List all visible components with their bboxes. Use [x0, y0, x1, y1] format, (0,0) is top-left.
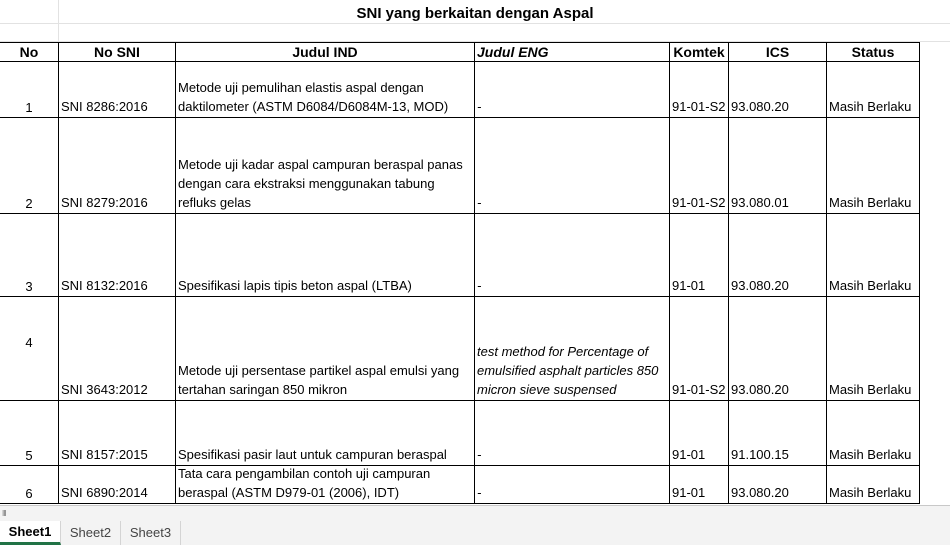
cell-ics[interactable] — [728, 214, 826, 297]
cell-status[interactable] — [826, 214, 920, 297]
cell-status-text: Masih Berlaku — [829, 485, 912, 500]
cell-ics-text: 91.100.15 — [731, 447, 789, 462]
cell-judul-ind[interactable] — [175, 214, 474, 297]
header-judul-eng[interactable]: Judul ENG — [474, 42, 669, 62]
table-row — [0, 297, 920, 401]
cell-judul-ind[interactable] — [175, 466, 474, 504]
empty-column-area[interactable] — [920, 42, 950, 505]
cell-ics-text: 93.080.01 — [731, 195, 789, 210]
cell-judul-ind-text: Metode uji persentase partikel aspal emulsi yang tertahan saringan 850 mikron — [178, 363, 460, 397]
cell-judul-eng-text: - — [477, 447, 482, 462]
cell-status-text: Masih Berlaku — [829, 278, 912, 293]
cell-no[interactable] — [0, 466, 58, 504]
cell-no[interactable] — [0, 62, 58, 118]
table-row — [0, 62, 920, 118]
sheet-tab-bar — [0, 505, 950, 545]
cell-judul-eng[interactable] — [474, 118, 669, 214]
cell-ics[interactable] — [728, 62, 826, 118]
cell-judul-ind-text: Tata cara pengambilan contoh uji campuran beraspal (ASTM D979-01 (2006), IDT) — [178, 466, 431, 500]
cell-komtek-text: 91-01 — [672, 447, 706, 462]
cell-no-sni-text: SNI 8279:2016 — [61, 195, 148, 210]
cell-no-sni[interactable] — [58, 297, 175, 401]
cell-status[interactable] — [826, 118, 920, 214]
header-no-sni[interactable]: No SNI — [58, 42, 175, 62]
cell-judul-eng[interactable] — [474, 401, 669, 466]
cell-komtek-text: 91-01-S2 — [672, 382, 726, 397]
cell-ics-text: 93.080.20 — [731, 382, 789, 397]
cell-no-text: 3 — [25, 279, 33, 294]
cell-no-sni[interactable] — [58, 214, 175, 297]
tab-sheet2[interactable]: Sheet2 — [61, 521, 121, 545]
cell-no-text: 2 — [25, 196, 33, 211]
cell-judul-eng[interactable] — [474, 466, 669, 504]
cell-judul-eng-text: - — [477, 485, 482, 500]
cell-judul-ind[interactable] — [175, 297, 474, 401]
cell-no-sni[interactable] — [58, 62, 175, 118]
cell-judul-eng-text: - — [477, 278, 482, 293]
cell-komtek[interactable] — [669, 401, 728, 466]
cell-komtek-text: 91-01 — [672, 278, 706, 293]
header-judul-ind[interactable]: Judul IND — [175, 42, 474, 62]
table-row — [0, 118, 920, 214]
cell-ics[interactable] — [728, 401, 826, 466]
tab-scroll-grip-icon[interactable]: III — [2, 509, 6, 518]
cell-judul-eng[interactable] — [474, 62, 669, 118]
cell-no-text: 1 — [25, 100, 33, 115]
cell-no-text: 5 — [25, 448, 33, 463]
cell-ics[interactable] — [728, 466, 826, 504]
cell-judul-eng-text: - — [477, 99, 482, 114]
cell-ics-text: 93.080.20 — [731, 99, 789, 114]
cell-judul-ind[interactable] — [175, 401, 474, 466]
cell-judul-ind-text: Metode uji kadar aspal campuran beraspal panas dengan cara ekstraksi menggunakan tabung refluks gelas — [178, 157, 463, 210]
cell-no-text: 4 — [25, 335, 33, 350]
cell-komtek-text: 91-01 — [672, 485, 706, 500]
cell-judul-ind[interactable] — [175, 62, 474, 118]
cell-ics-text: 93.080.20 — [731, 278, 789, 293]
sheet-title[interactable]: SNI yang berkaitan dengan Aspal — [356, 5, 594, 22]
cell-status[interactable] — [826, 62, 920, 118]
cell-status-text: Masih Berlaku — [829, 382, 912, 397]
cell-ics-text: 93.080.20 — [731, 485, 789, 500]
header-ics[interactable]: ICS — [728, 42, 826, 62]
cell-judul-ind-text: Spesifikasi pasir laut untuk campuran beraspal — [178, 447, 447, 462]
cell-no[interactable] — [0, 118, 58, 214]
header-status[interactable]: Status — [826, 42, 920, 62]
cell-status-text: Masih Berlaku — [829, 99, 912, 114]
cell-no[interactable] — [0, 297, 58, 401]
cell-no-sni-text: SNI 8286:2016 — [61, 99, 148, 114]
cell-judul-ind[interactable] — [175, 118, 474, 214]
cell-ics[interactable] — [728, 297, 826, 401]
cell-no[interactable] — [0, 401, 58, 466]
cell-no-sni-text: SNI 3643:2012 — [61, 382, 148, 397]
cell-judul-eng-text: test method for Percentage of emulsified asphalt particles 850 micron sieve suspensed — [477, 344, 659, 397]
cell-status-text: Masih Berlaku — [829, 447, 912, 462]
cell-status-text: Masih Berlaku — [829, 195, 912, 210]
cell-komtek[interactable] — [669, 297, 728, 401]
cell-status[interactable] — [826, 466, 920, 504]
header-komtek[interactable]: Komtek — [669, 42, 728, 62]
cell-judul-ind-text: Spesifikasi lapis tipis beton aspal (LTBA) — [178, 278, 412, 293]
tab-sheet3[interactable]: Sheet3 — [121, 521, 181, 545]
table-row — [0, 466, 920, 504]
header-no[interactable]: No — [0, 42, 58, 62]
cell-komtek[interactable] — [669, 62, 728, 118]
table-row — [0, 401, 920, 466]
cell-no-sni[interactable] — [58, 401, 175, 466]
cell-komtek[interactable] — [669, 214, 728, 297]
table-row — [0, 214, 920, 297]
cell-status[interactable] — [826, 401, 920, 466]
cell-no-sni[interactable] — [58, 466, 175, 504]
cell-judul-eng-text: - — [477, 195, 482, 210]
cell-komtek[interactable] — [669, 118, 728, 214]
cell-ics[interactable] — [728, 118, 826, 214]
cell-komtek[interactable] — [669, 466, 728, 504]
cell-judul-eng[interactable] — [474, 297, 669, 401]
cell-judul-eng[interactable] — [474, 214, 669, 297]
tab-sheet1[interactable]: Sheet1 — [0, 521, 61, 545]
cell-komtek-text: 91-01-S2 — [672, 195, 726, 210]
cell-no-sni-text: SNI 8132:2016 — [61, 278, 148, 293]
cell-no-sni-text: SNI 6890:2014 — [61, 485, 148, 500]
cell-judul-ind-text: Metode uji pemulihan elastis aspal dengan daktilometer (ASTM D6084/D6084M-13, MOD) — [178, 80, 449, 114]
cell-komtek-text: 91-01-S2 — [672, 99, 726, 114]
cell-no-text: 6 — [25, 486, 33, 501]
cell-status[interactable] — [826, 297, 920, 401]
cell-no-sni[interactable] — [58, 118, 175, 214]
cell-no-sni-text: SNI 8157:2015 — [61, 447, 148, 462]
cell-no[interactable] — [0, 214, 58, 297]
